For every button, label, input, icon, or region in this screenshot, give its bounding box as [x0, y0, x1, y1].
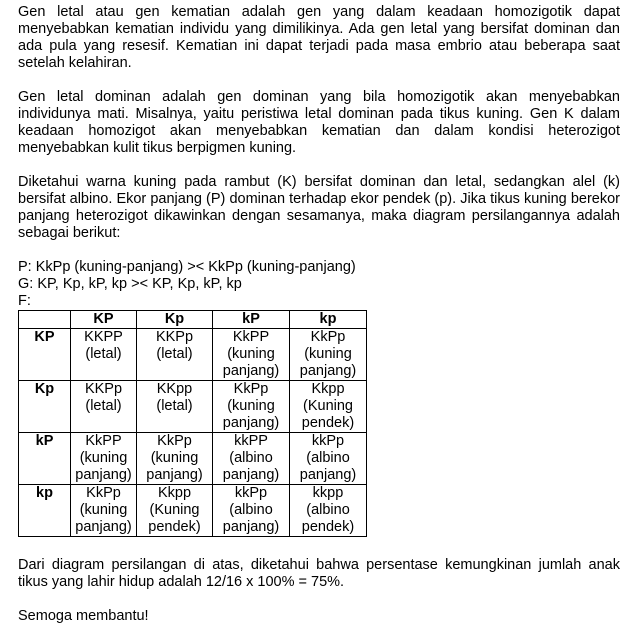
- paragraph-lethal-gene-definition: Gen letal atau gen kematian adalah gen yang dalam keadaan homozigotik dapat menyebabkan kematian individu yang dimilikinya. Ada gen letal yang bersifat dominan dan ada pula yang resesif. Kematian ini dapat terjadi pada masa embrio atau beberapa saat setelah kelahiran.: [18, 4, 620, 71]
- genotype-text: KKPP: [84, 329, 123, 345]
- genotype-text: KkPP: [85, 433, 122, 449]
- genotype-text: KKpp: [156, 381, 193, 397]
- phenotype-text: (letal): [85, 398, 122, 414]
- phenotype-text: (kuning: [227, 398, 275, 414]
- punnett-cell: [213, 329, 290, 381]
- phenotype-text: panjang): [222, 519, 280, 535]
- genotype-text: Kkpp: [311, 381, 345, 397]
- punnett-cell: [290, 485, 367, 537]
- phenotype-text: panjang): [75, 467, 132, 483]
- punnett-col-header: Kp: [137, 311, 213, 329]
- phenotype-text: panjang): [146, 467, 203, 483]
- phenotype-text: (Kuning: [303, 398, 353, 414]
- punnett-row-header: Kp: [19, 381, 71, 433]
- phenotype-text: panjang): [75, 519, 132, 535]
- paragraph-conclusion: Dari diagram persilangan di atas, diketahui bahwa persentase kemungkinan jumlah anak tikus yang lahir hidup adalah 12/16 x 100% = 75%.: [18, 557, 620, 590]
- punnett-cell: [137, 329, 213, 381]
- cross-gametes: G: KP, Kp, kP, kp >< KP, Kp, kP, kp: [18, 276, 242, 292]
- phenotype-text: (kuning: [304, 346, 352, 362]
- genotype-text: kkpp: [312, 485, 344, 501]
- punnett-cell: [290, 329, 367, 381]
- punnett-cell: [213, 381, 290, 433]
- phenotype-text: pendek): [301, 519, 355, 535]
- punnett-square: [18, 310, 367, 537]
- punnett-cell: [71, 381, 137, 433]
- genotype-text: KkPp: [233, 381, 269, 397]
- punnett-row: [19, 485, 367, 537]
- phenotype-text: (kuning: [79, 502, 128, 518]
- phenotype-text: panjang): [222, 467, 280, 483]
- punnett-cell: [71, 329, 137, 381]
- punnett-cell: [213, 485, 290, 537]
- punnett-cell: [137, 433, 213, 485]
- genotype-text: KkPP: [232, 329, 270, 345]
- phenotype-text: (letal): [156, 346, 193, 362]
- punnett-cell: [137, 381, 213, 433]
- phenotype-text: panjang): [299, 363, 357, 379]
- genotype-text: KKPp: [84, 381, 123, 397]
- closing-text: Semoga membantu!: [18, 608, 149, 624]
- phenotype-text: panjang): [299, 467, 357, 483]
- phenotype-text: panjang): [222, 363, 280, 379]
- punnett-row-header: kP: [19, 433, 71, 485]
- genotype-text: Kkpp: [157, 485, 192, 501]
- phenotype-text: pendek): [148, 519, 201, 535]
- phenotype-text: (kuning: [79, 450, 128, 466]
- punnett-cell: [290, 433, 367, 485]
- phenotype-text: (kuning: [227, 346, 275, 362]
- paragraph-dominant-lethal: Gen letal dominan adalah gen dominan yang bila homozigotik akan menyebabkan individunya mati. Misalnya, yaitu peristiwa letal dominan pada tikus kuning. Gen K dalam keadaan homozigot akan menyebabkan kematian dan dalam kondisi heterozigot menyebabkan kulit tikus berpigmen kuning.: [18, 89, 620, 156]
- genotype-text: KkPp: [157, 433, 192, 449]
- punnett-cell: [71, 485, 137, 537]
- phenotype-text: (letal): [85, 346, 122, 362]
- punnett-cell: [137, 485, 213, 537]
- punnett-row-header: kp: [19, 485, 71, 537]
- phenotype-text: panjang): [222, 415, 280, 431]
- phenotype-text: (kuning: [150, 450, 199, 466]
- phenotype-text: (Kuning: [149, 502, 200, 518]
- cross-parents: P: KkPp (kuning-panjang) >< KkPp (kuning-panjang): [18, 259, 356, 275]
- genotype-text: KkPp: [310, 329, 346, 345]
- genotype-text: kkPp: [311, 433, 345, 449]
- cross-f1-label: F:: [18, 293, 31, 309]
- punnett-col-header: kp: [290, 311, 367, 329]
- punnett-corner-cell: [19, 311, 71, 329]
- phenotype-text: (albino: [229, 450, 273, 466]
- punnett-col-header: KP: [71, 311, 137, 329]
- genotype-text: kkPP: [234, 433, 268, 449]
- genotype-text: KkPp: [86, 485, 121, 501]
- phenotype-text: (albino: [306, 450, 350, 466]
- phenotype-text: pendek): [301, 415, 355, 431]
- punnett-header-row: [19, 311, 367, 329]
- punnett-col-header: kP: [213, 311, 290, 329]
- genotype-text: kkPp: [234, 485, 268, 501]
- paragraph-problem-statement: Diketahui warna kuning pada rambut (K) bersifat dominan dan letal, sedangkan alel (k) bersifat albino. Ekor panjang (P) dominan terhadap ekor pendek (p). Jika tikus kuning berekor panjang heterozigot dikawinkan dengan sesamanya, maka diagram persilangannya adalah sebagai berikut:: [18, 174, 620, 241]
- punnett-cell: [290, 381, 367, 433]
- punnett-row-header: KP: [19, 329, 71, 381]
- phenotype-text: (letal): [156, 398, 193, 414]
- phenotype-text: (albino: [229, 502, 273, 518]
- genotype-text: KKPp: [155, 329, 194, 345]
- punnett-cell: [71, 433, 137, 485]
- phenotype-text: (albino: [306, 502, 350, 518]
- punnett-row: [19, 381, 367, 433]
- punnett-row: [19, 433, 367, 485]
- punnett-cell: [213, 433, 290, 485]
- punnett-row: [19, 329, 367, 381]
